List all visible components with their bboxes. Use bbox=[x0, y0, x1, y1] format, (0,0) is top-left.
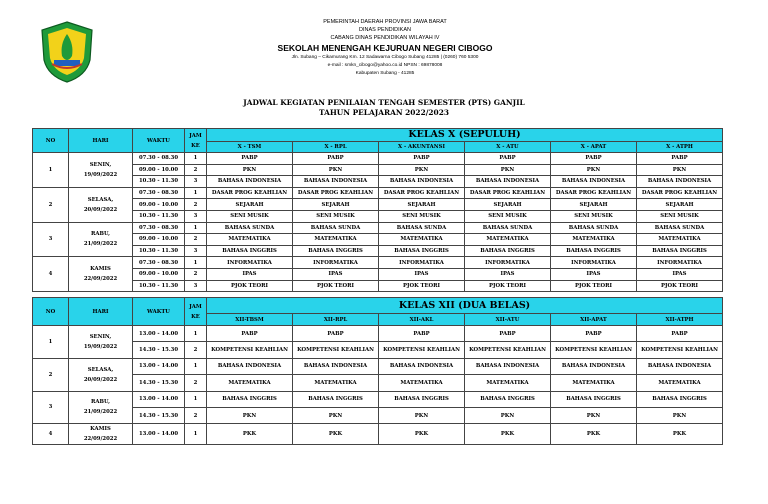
subject-cell: MATEMATIKA bbox=[293, 375, 379, 391]
time-cell: 13.00 - 14.00 bbox=[133, 391, 185, 407]
subject-cell: MATEMATIKA bbox=[637, 375, 723, 391]
document-title: JADWAL KEGIATAN PENILAIAN TENGAH SEMESTER (PTS) GANJIL bbox=[243, 98, 525, 107]
subject-cell: INFORMATIKA bbox=[465, 257, 551, 269]
letterhead bbox=[200, 18, 570, 78]
col-header-hari: HARI bbox=[69, 129, 133, 153]
session-number: 1 bbox=[185, 222, 207, 234]
subject-cell: BAHASA SUNDA bbox=[207, 222, 293, 234]
day-date: 22/09/2022 bbox=[83, 276, 118, 283]
subject-cell: KOMPETENSI KEAHLIAN bbox=[379, 342, 465, 358]
subject-cell: BAHASA INGGRIS bbox=[465, 391, 551, 407]
subject-cell: MATEMATIKA bbox=[551, 234, 637, 246]
subject-cell: PABP bbox=[637, 153, 723, 165]
table-row bbox=[33, 199, 723, 211]
day-name: KAMIS bbox=[90, 266, 111, 273]
day-date: 19/09/2022 bbox=[83, 171, 118, 178]
subject-cell: BAHASA INGGRIS bbox=[465, 245, 551, 257]
subject-cell: IPAS bbox=[379, 268, 465, 280]
class-header: X - RPL bbox=[293, 142, 379, 153]
time-cell: 10.30 - 11.30 bbox=[133, 245, 185, 257]
time-cell: 14.30 - 15.30 bbox=[133, 342, 185, 358]
time-cell: 09.00 - 10.00 bbox=[133, 234, 185, 246]
subject-cell: PKN bbox=[551, 407, 637, 423]
subject-cell: MATEMATIKA bbox=[207, 375, 293, 391]
subject-cell: BAHASA INGGRIS bbox=[637, 391, 723, 407]
subject-cell: PJOK TEORI bbox=[207, 280, 293, 292]
class-header: XII-ATU bbox=[465, 314, 551, 326]
subject-cell: BAHASA SUNDA bbox=[379, 222, 465, 234]
table-row bbox=[33, 210, 723, 222]
subject-cell: BAHASA SUNDA bbox=[637, 222, 723, 234]
day-date: 21/09/2022 bbox=[83, 409, 118, 416]
session-number: 3 bbox=[185, 210, 207, 222]
subject-cell: BAHASA SUNDA bbox=[465, 222, 551, 234]
day-name: KAMIS bbox=[90, 426, 111, 433]
subject-cell: PABP bbox=[465, 153, 551, 165]
table-row bbox=[33, 358, 723, 374]
document-year: TAHUN PELAJARAN 2022/2023 bbox=[319, 108, 449, 117]
subject-cell: BAHASA SUNDA bbox=[293, 222, 379, 234]
day-cell bbox=[69, 358, 133, 391]
subject-cell: INFORMATIKA bbox=[637, 257, 723, 269]
day-name: SENIN, bbox=[89, 161, 112, 168]
subject-cell: SEJARAH bbox=[379, 199, 465, 211]
day-cell bbox=[69, 153, 133, 188]
class-header: XII-RPL bbox=[293, 314, 379, 326]
subject-cell: BAHASA INGGRIS bbox=[293, 391, 379, 407]
subject-cell: PJOK TEORI bbox=[551, 280, 637, 292]
table-row bbox=[33, 187, 723, 199]
subject-cell: PABP bbox=[293, 326, 379, 342]
day-number: 4 bbox=[33, 424, 69, 445]
subject-cell: PKK bbox=[551, 424, 637, 445]
subject-cell: SENI MUSIK bbox=[465, 210, 551, 222]
day-name: SELASA, bbox=[87, 366, 114, 373]
day-cell bbox=[69, 326, 133, 359]
subject-cell: DASAR PROG KEAHLIAN bbox=[207, 187, 293, 199]
subject-cell: BAHASA INDONESIA bbox=[207, 176, 293, 188]
day-date: 19/09/2022 bbox=[83, 343, 118, 350]
subject-cell: MATEMATIKA bbox=[551, 375, 637, 391]
session-number: 1 bbox=[185, 391, 207, 407]
time-cell: 10.30 - 11.30 bbox=[133, 280, 185, 292]
subject-cell: KOMPETENSI KEAHLIAN bbox=[637, 342, 723, 358]
subject-cell: PKK bbox=[637, 424, 723, 445]
session-number: 2 bbox=[185, 342, 207, 358]
class-header: XII-ATPH bbox=[637, 314, 723, 326]
subject-cell: PABP bbox=[379, 153, 465, 165]
subject-cell: PJOK TEORI bbox=[379, 280, 465, 292]
day-date: 20/09/2022 bbox=[83, 206, 118, 213]
subject-cell: PKN bbox=[207, 164, 293, 176]
subject-cell: PJOK TEORI bbox=[465, 280, 551, 292]
letterhead-contact: e-mail : smkn_cibogo@yahoo.co.id NPSN : 69878008 bbox=[327, 63, 443, 68]
col-header-no: NO bbox=[33, 129, 69, 153]
day-cell bbox=[69, 391, 133, 424]
subject-cell: DASAR PROG KEAHLIAN bbox=[465, 187, 551, 199]
day-name: RABU, bbox=[91, 231, 110, 238]
session-number: 2 bbox=[185, 164, 207, 176]
session-number: 2 bbox=[185, 268, 207, 280]
subject-cell: PKN bbox=[207, 407, 293, 423]
col-header-jam: JAM KE bbox=[185, 129, 207, 153]
subject-cell: DASAR PROG KEAHLIAN bbox=[379, 187, 465, 199]
subject-cell: MATEMATIKA bbox=[293, 234, 379, 246]
session-number: 2 bbox=[185, 199, 207, 211]
time-cell: 07.30 - 08.30 bbox=[133, 153, 185, 165]
subject-cell: PKN bbox=[379, 164, 465, 176]
time-cell: 13.00 - 14.00 bbox=[133, 326, 185, 342]
day-cell bbox=[69, 187, 133, 222]
table-row bbox=[33, 424, 723, 445]
subject-cell: BAHASA INDONESIA bbox=[637, 358, 723, 374]
time-cell: 10.30 - 11.30 bbox=[133, 210, 185, 222]
table-row bbox=[33, 176, 723, 188]
subject-cell: PKN bbox=[637, 407, 723, 423]
day-cell bbox=[69, 424, 133, 445]
col-header-no: NO bbox=[33, 298, 69, 326]
day-name: SENIN, bbox=[89, 333, 112, 340]
subject-cell: PKK bbox=[207, 424, 293, 445]
subject-cell: PKN bbox=[551, 164, 637, 176]
subject-cell: BAHASA INDONESIA bbox=[379, 176, 465, 188]
session-number: 1 bbox=[185, 187, 207, 199]
subject-cell: PABP bbox=[637, 326, 723, 342]
subject-cell: MATEMATIKA bbox=[465, 234, 551, 246]
subject-cell: PABP bbox=[379, 326, 465, 342]
subject-cell: KOMPETENSI KEAHLIAN bbox=[293, 342, 379, 358]
header-row bbox=[33, 298, 723, 314]
subject-cell: SEJARAH bbox=[465, 199, 551, 211]
day-number: 3 bbox=[33, 222, 69, 257]
table-row bbox=[33, 245, 723, 257]
table-row bbox=[33, 342, 723, 358]
letterhead-branch: CABANG DINAS PENDIDIKAN WILAYAH IV bbox=[330, 35, 440, 41]
subject-cell: PJOK TEORI bbox=[293, 280, 379, 292]
subject-cell: INFORMATIKA bbox=[379, 257, 465, 269]
subject-cell: PKN bbox=[465, 164, 551, 176]
subject-cell: PABP bbox=[207, 153, 293, 165]
subject-cell: INFORMATIKA bbox=[551, 257, 637, 269]
session-number: 3 bbox=[185, 280, 207, 292]
subject-cell: PKN bbox=[293, 407, 379, 423]
subject-cell: PKK bbox=[293, 424, 379, 445]
day-cell bbox=[69, 222, 133, 257]
day-number: 3 bbox=[33, 391, 69, 424]
subject-cell: SEJARAH bbox=[207, 199, 293, 211]
schedule-table-kelas-x bbox=[32, 128, 723, 292]
subject-cell: BAHASA INDONESIA bbox=[465, 176, 551, 188]
time-cell: 09.00 - 10.00 bbox=[133, 199, 185, 211]
time-cell: 10.30 - 11.30 bbox=[133, 176, 185, 188]
day-number: 2 bbox=[33, 187, 69, 222]
time-cell: 09.00 - 10.00 bbox=[133, 268, 185, 280]
col-header-hari: HARI bbox=[69, 298, 133, 326]
day-number: 4 bbox=[33, 257, 69, 292]
time-cell: 13.00 - 14.00 bbox=[133, 424, 185, 445]
table-row bbox=[33, 407, 723, 423]
letterhead-school-name: SEKOLAH MENENGAH KEJURUAN NEGERI CIBOGO bbox=[277, 43, 493, 53]
subject-cell: BAHASA INDONESIA bbox=[379, 358, 465, 374]
day-number: 1 bbox=[33, 153, 69, 188]
table-row bbox=[33, 280, 723, 292]
table-row bbox=[33, 375, 723, 391]
subject-cell: PABP bbox=[293, 153, 379, 165]
subject-cell: SENI MUSIK bbox=[207, 210, 293, 222]
session-number: 3 bbox=[185, 176, 207, 188]
subject-cell: PKN bbox=[379, 407, 465, 423]
table-row bbox=[33, 164, 723, 176]
subject-cell: DASAR PROG KEAHLIAN bbox=[293, 187, 379, 199]
letterhead-address: Jln. Subang – Cikamurang Km. 12 Sadawarna Cibogo Subang 41285 | (0260) 760 5300 bbox=[291, 55, 479, 60]
subject-cell: BAHASA INDONESIA bbox=[465, 358, 551, 374]
letterhead-region: Kabupaten Subang - 41285 bbox=[355, 71, 415, 76]
time-cell: 14.30 - 15.30 bbox=[133, 375, 185, 391]
subject-cell: SEJARAH bbox=[551, 199, 637, 211]
col-header-jam: JAM KE bbox=[185, 298, 207, 326]
day-number: 1 bbox=[33, 326, 69, 359]
table-row bbox=[33, 153, 723, 165]
time-cell: 07.30 - 08.30 bbox=[133, 187, 185, 199]
session-number: 2 bbox=[185, 375, 207, 391]
subject-cell: MATEMATIKA bbox=[379, 234, 465, 246]
subject-cell: DASAR PROG KEAHLIAN bbox=[637, 187, 723, 199]
subject-cell: PKK bbox=[465, 424, 551, 445]
session-number: 1 bbox=[185, 153, 207, 165]
class-header: X - ATPH bbox=[637, 142, 723, 153]
table-row bbox=[33, 257, 723, 269]
subject-cell: SENI MUSIK bbox=[293, 210, 379, 222]
session-number: 3 bbox=[185, 245, 207, 257]
subject-cell: INFORMATIKA bbox=[207, 257, 293, 269]
subject-cell: MATEMATIKA bbox=[465, 375, 551, 391]
session-number: 2 bbox=[185, 234, 207, 246]
subject-cell: BAHASA INGGRIS bbox=[637, 245, 723, 257]
day-date: 22/09/2022 bbox=[83, 436, 118, 443]
subject-cell: MATEMATIKA bbox=[379, 375, 465, 391]
table-row bbox=[33, 391, 723, 407]
subject-cell: PJOK TEORI bbox=[637, 280, 723, 292]
subject-cell: BAHASA INGGRIS bbox=[379, 391, 465, 407]
day-date: 21/09/2022 bbox=[83, 241, 118, 248]
time-cell: 13.00 - 14.00 bbox=[133, 358, 185, 374]
time-cell: 07.30 - 08.30 bbox=[133, 222, 185, 234]
subject-cell: IPAS bbox=[293, 268, 379, 280]
subject-cell: KOMPETENSI KEAHLIAN bbox=[551, 342, 637, 358]
subject-cell: DASAR PROG KEAHLIAN bbox=[551, 187, 637, 199]
subject-cell: PABP bbox=[465, 326, 551, 342]
class-header: XII-APAT bbox=[551, 314, 637, 326]
day-name: SELASA, bbox=[87, 196, 114, 203]
class-header: X - ATU bbox=[465, 142, 551, 153]
subject-cell: MATEMATIKA bbox=[637, 234, 723, 246]
subject-cell: SENI MUSIK bbox=[551, 210, 637, 222]
letterhead-department: DINAS PENDIDIKAN bbox=[359, 27, 411, 33]
subject-cell: SEJARAH bbox=[637, 199, 723, 211]
session-number: 2 bbox=[185, 407, 207, 423]
session-number: 1 bbox=[185, 257, 207, 269]
subject-cell: BAHASA INGGRIS bbox=[207, 245, 293, 257]
class-header: X - APAT bbox=[551, 142, 637, 153]
schedule-table-kelas-xii bbox=[32, 297, 723, 445]
subject-cell: IPAS bbox=[207, 268, 293, 280]
subject-cell: MATEMATIKA bbox=[207, 234, 293, 246]
time-cell: 07.30 - 08.30 bbox=[133, 257, 185, 269]
subject-cell: KOMPETENSI KEAHLIAN bbox=[207, 342, 293, 358]
subject-cell: PKN bbox=[465, 407, 551, 423]
kelas-label: KELAS X (SEPULUH) bbox=[207, 129, 723, 142]
session-number: 1 bbox=[185, 326, 207, 342]
subject-cell: BAHASA INDONESIA bbox=[293, 176, 379, 188]
kelas-label: KELAS XII (DUA BELAS) bbox=[207, 298, 723, 314]
subject-cell: PABP bbox=[551, 153, 637, 165]
class-header: X - TSM bbox=[207, 142, 293, 153]
subject-cell: BAHASA INDONESIA bbox=[637, 176, 723, 188]
subject-cell: BAHASA INDONESIA bbox=[293, 358, 379, 374]
subject-cell: BAHASA INGGRIS bbox=[379, 245, 465, 257]
subject-cell: IPAS bbox=[465, 268, 551, 280]
subject-cell: BAHASA INGGRIS bbox=[551, 391, 637, 407]
subject-cell: BAHASA INDONESIA bbox=[551, 358, 637, 374]
session-number: 1 bbox=[185, 424, 207, 445]
header-row bbox=[33, 129, 723, 142]
subject-cell: PKN bbox=[293, 164, 379, 176]
letterhead-government: PEMERINTAH DAERAH PROVINSI JAWA BARAT bbox=[323, 19, 447, 25]
table-row bbox=[33, 268, 723, 280]
session-number: 1 bbox=[185, 358, 207, 374]
subject-cell: INFORMATIKA bbox=[293, 257, 379, 269]
class-header: XII-TBSM bbox=[207, 314, 293, 326]
subject-cell: PKK bbox=[379, 424, 465, 445]
day-name: RABU, bbox=[91, 399, 110, 406]
table-row bbox=[33, 326, 723, 342]
subject-cell: BAHASA INDONESIA bbox=[207, 358, 293, 374]
col-header-waktu: WAKTU bbox=[133, 298, 185, 326]
subject-cell: IPAS bbox=[551, 268, 637, 280]
subject-cell: PKN bbox=[637, 164, 723, 176]
subject-cell: PABP bbox=[207, 326, 293, 342]
day-date: 20/09/2022 bbox=[83, 376, 118, 383]
subject-cell: SEJARAH bbox=[293, 199, 379, 211]
subject-cell: BAHASA INDONESIA bbox=[551, 176, 637, 188]
day-cell bbox=[69, 257, 133, 292]
subject-cell: PABP bbox=[551, 326, 637, 342]
subject-cell: KOMPETENSI KEAHLIAN bbox=[465, 342, 551, 358]
class-header: XII-AKL bbox=[379, 314, 465, 326]
west-java-emblem-icon bbox=[38, 20, 96, 84]
subject-cell: BAHASA INGGRIS bbox=[551, 245, 637, 257]
subject-cell: BAHASA INGGRIS bbox=[207, 391, 293, 407]
table-row bbox=[33, 234, 723, 246]
table-row bbox=[33, 222, 723, 234]
day-number: 2 bbox=[33, 358, 69, 391]
time-cell: 14.30 - 15.30 bbox=[133, 407, 185, 423]
col-header-waktu: WAKTU bbox=[133, 129, 185, 153]
subject-cell: IPAS bbox=[637, 268, 723, 280]
class-header: X - AKUNTANSI bbox=[379, 142, 465, 153]
subject-cell: SENI MUSIK bbox=[637, 210, 723, 222]
subject-cell: BAHASA SUNDA bbox=[551, 222, 637, 234]
time-cell: 09.00 - 10.00 bbox=[133, 164, 185, 176]
subject-cell: SENI MUSIK bbox=[379, 210, 465, 222]
subject-cell: BAHASA INGGRIS bbox=[293, 245, 379, 257]
